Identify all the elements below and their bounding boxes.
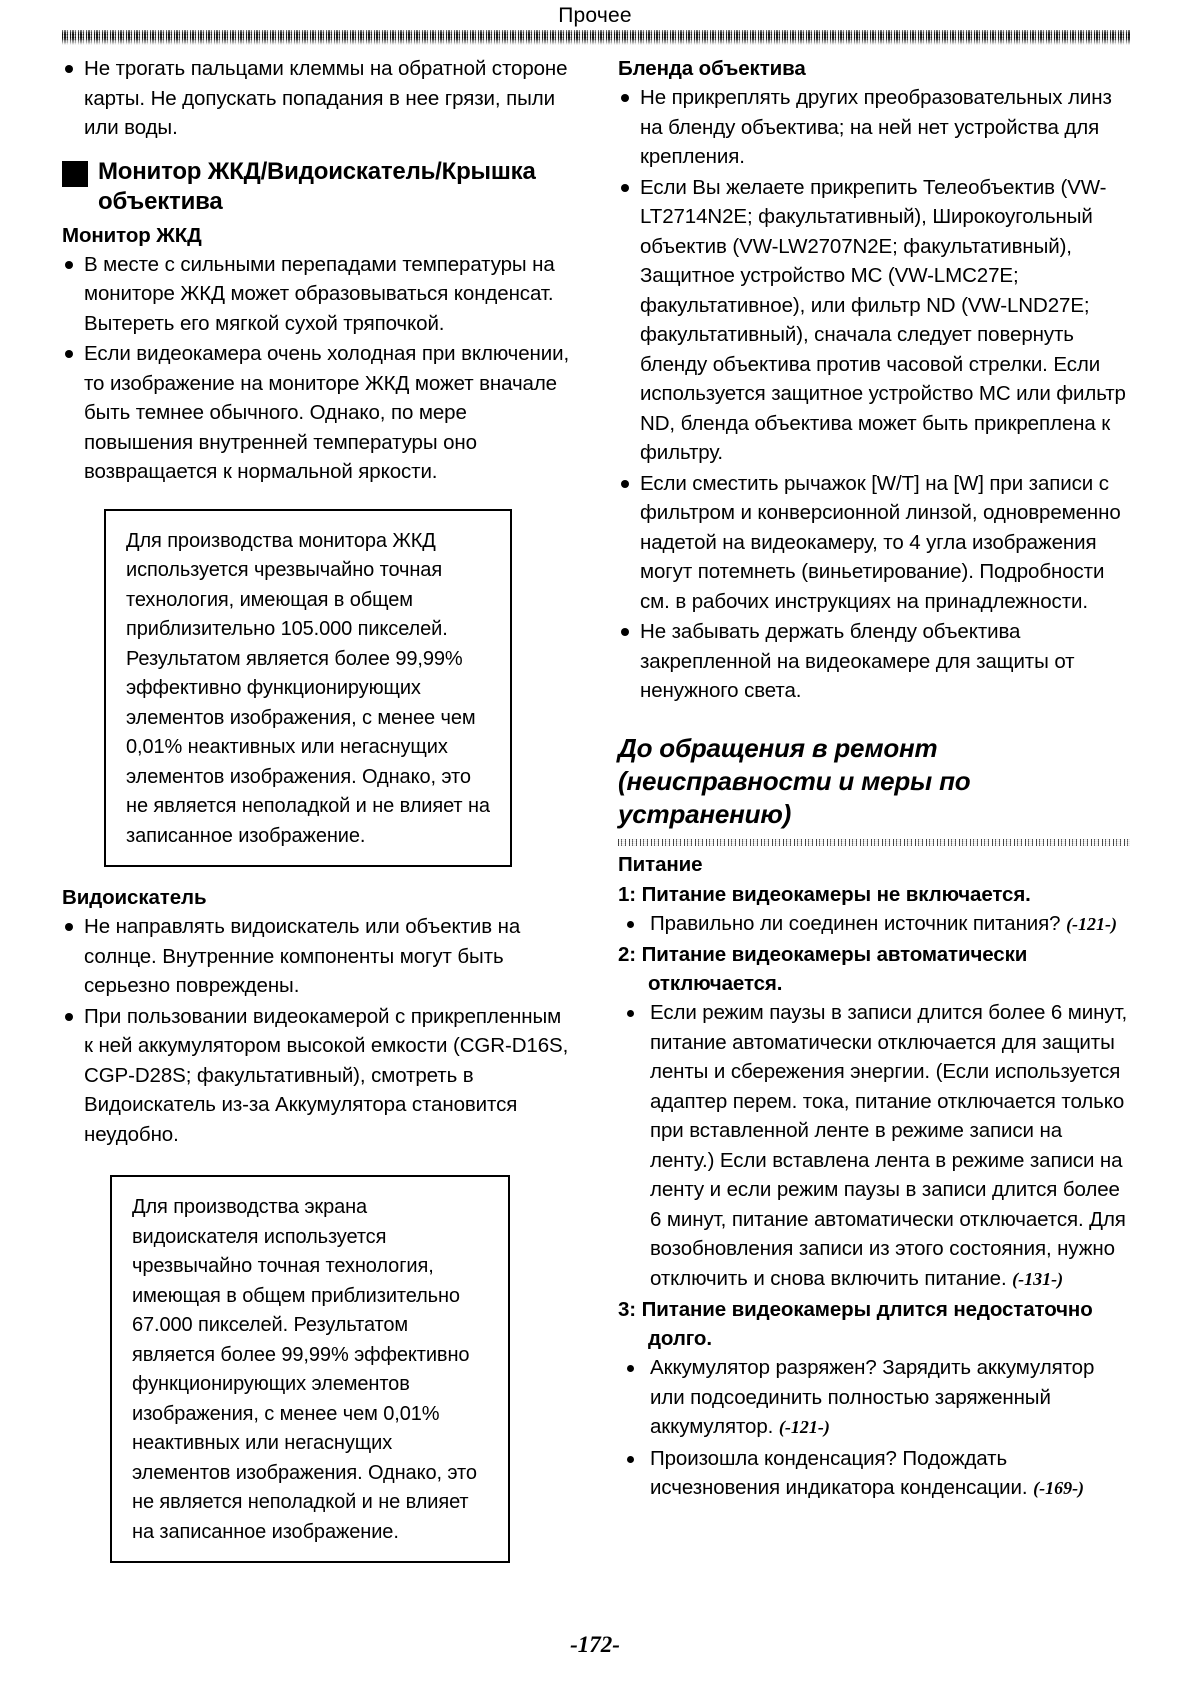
troubleshooting-heading: До обращения в ремонт (неисправности и меры по устранению) (618, 732, 971, 829)
troubleshooting-answer-text: Произошла конденсация? Подождать исчезновения индикатора конденсации. (650, 1446, 1028, 1499)
lens-hood-bullet-1: Не прикреплять других преобразовательных линз на бленду объектива; на ней нет устройства для крепления. (618, 83, 1130, 172)
lcd-bullet-1: В месте с сильными перепадами температуры на мониторе ЖКД может образовываться конденсат. Вытереть его мягкой сухой тряпочкой. (62, 250, 574, 339)
lens-hood-bullet-2: Если Вы желаете прикрепить Телеобъектив (VW-LT2714N2E; факультативный), Широкоугольный объектив (VW-LW2707N2E; факультативный), Защитное устройство MC (VW-LMC27E; факультативное), или фильтр ND (VW-LND27E; факультативный), сначала следует повернуть бленду объектива против часовой стрелки. Если используется защитное устройство MC или фильтр ND, бленда объектива может быть прикреплена к фильтру. (618, 173, 1130, 468)
troubleshooting-answer-text: Если режим паузы в записи длится более 6 минут, питание автоматически отключается для защиты ленты и сбережения энергии. (Если используется адаптер перем. тока, питание отключается только при вставленной ленте в режиме записи на ленту.) Если вставлена лента в режиме записи на ленту и если режим паузы в записи длится более 6 минут, питание автоматически отключается. Для возобновления записи из этого состояния, нужно отключить и снова включить питание. (650, 1001, 1128, 1290)
card-handling-bullet: Не трогать пальцами клеммы на обратной стороне карты. Не допускать попадания в нее грязи, пыли или воды. (62, 54, 574, 143)
lens-hood-bullet-4: Не забывать держать бленду объектива закрепленной на видеокамере для защиты от ненужного света. (618, 617, 1130, 706)
troubleshooting-question-1: 1: Питание видеокамеры не включается. (618, 882, 1031, 906)
two-column-body (62, 54, 1130, 1563)
troubleshooting-answer-1-1 (618, 909, 1130, 940)
viewfinder-note-text: Для производства экрана видоискателя используется чрезвычайно точная технология, имеющая в общем приблизительно 67.000 пикселей. Результатом является более 99,99% эффективно функционирующих элементов изображения, с менее чем 0,01% неактивных или негаснущих элементов изображения. Однако, это не является неполадкой и не влияет на записанное изображение. (132, 1196, 477, 1543)
viewfinder-bullet-1: Не направлять видоискатель или объектив на солнце. Внутренние компоненты могут быть серьезно повреждены. (62, 912, 574, 1001)
troubleshooting-answer-2-1 (618, 998, 1130, 1294)
viewfinder-subhead: Видоискатель (62, 886, 207, 909)
page-reference-link[interactable]: (-169-) (1033, 1478, 1085, 1498)
lens-hood-subhead: Бленда объектива (618, 57, 806, 80)
monitor-section-heading-text: Монитор ЖКД/Видоискатель/Крышка объектива (98, 157, 536, 215)
page-reference-link[interactable]: (-121-) (1066, 913, 1118, 934)
right-column (618, 54, 1130, 1563)
black-square-icon (62, 161, 88, 187)
troubleshooting-answer-3-1 (618, 1353, 1130, 1443)
page-header-title: Прочее (558, 4, 632, 27)
page-number: -172- (570, 1632, 620, 1657)
monitor-section-heading (62, 157, 574, 217)
troubleshooting-category-power: Питание (618, 852, 703, 876)
header-decorative-rule (62, 30, 1130, 45)
troubleshooting-answer-3-2 (618, 1444, 1130, 1504)
page-reference-link[interactable]: (-121-) (778, 1417, 830, 1437)
lens-hood-bullet-3: Если сместить рычажок [W/T] на [W] при записи с фильтром и конверсионной линзой, одновременно надетой на видеокамеру, то 4 угла изображения могут потемнеть (виньетирование). Подробности см. в рабочих инструкциях на принадлежности. (618, 469, 1130, 617)
lcd-note-box (104, 509, 512, 868)
troubleshooting-question-2: 2: Питание видеокамеры автоматически отключается. (618, 943, 1028, 995)
troubleshooting-question-3: 3: Питание видеокамеры длится недостаточно долго. (618, 1298, 1093, 1350)
viewfinder-bullet-2: При пользовании видеокамерой с прикрепленным к ней аккумулятором высокой емкости (CGR-D16S, CGP-D28S; факультативный), смотреть в Видоискатель из-за Аккумулятора становится неудобно. (62, 1002, 574, 1150)
lcd-monitor-subhead: Монитор ЖКД (62, 223, 202, 247)
header-rule-fade (62, 30, 1130, 45)
troubleshooting-rule-texture (618, 839, 1130, 846)
page-reference-link[interactable]: (-131-) (1012, 1268, 1064, 1289)
lcd-bullet-2: Если видеокамера очень холодная при включении, то изображение на мониторе ЖКД может вначале быть темнее обычного. Однако, по мере повышения внутренней температуры оно возвращается к нормальной яркости. (62, 339, 574, 487)
troubleshooting-decorative-rule (618, 839, 1130, 846)
troubleshooting-answer-text: Аккумулятор разряжен? Зарядить аккумулятор или подсоединить полностью заряженный аккумулятор. (650, 1356, 1095, 1438)
lcd-note-text: Для производства монитора ЖКД используется чрезвычайно точная технология, имеющая в общем приблизительно 105.000 пикселей. Результатом является более 99,99% эффективно функционирующих элементов изображения, с менее чем 0,01% неактивных или негаснущих элементов изображения. Однако, это не является неполадкой и не влияет на записанное изображение. (126, 529, 490, 847)
troubleshooting-answer-text: Правильно ли соединен источник питания? (650, 911, 1061, 935)
left-column (62, 54, 574, 1563)
viewfinder-note-box (110, 1175, 510, 1563)
